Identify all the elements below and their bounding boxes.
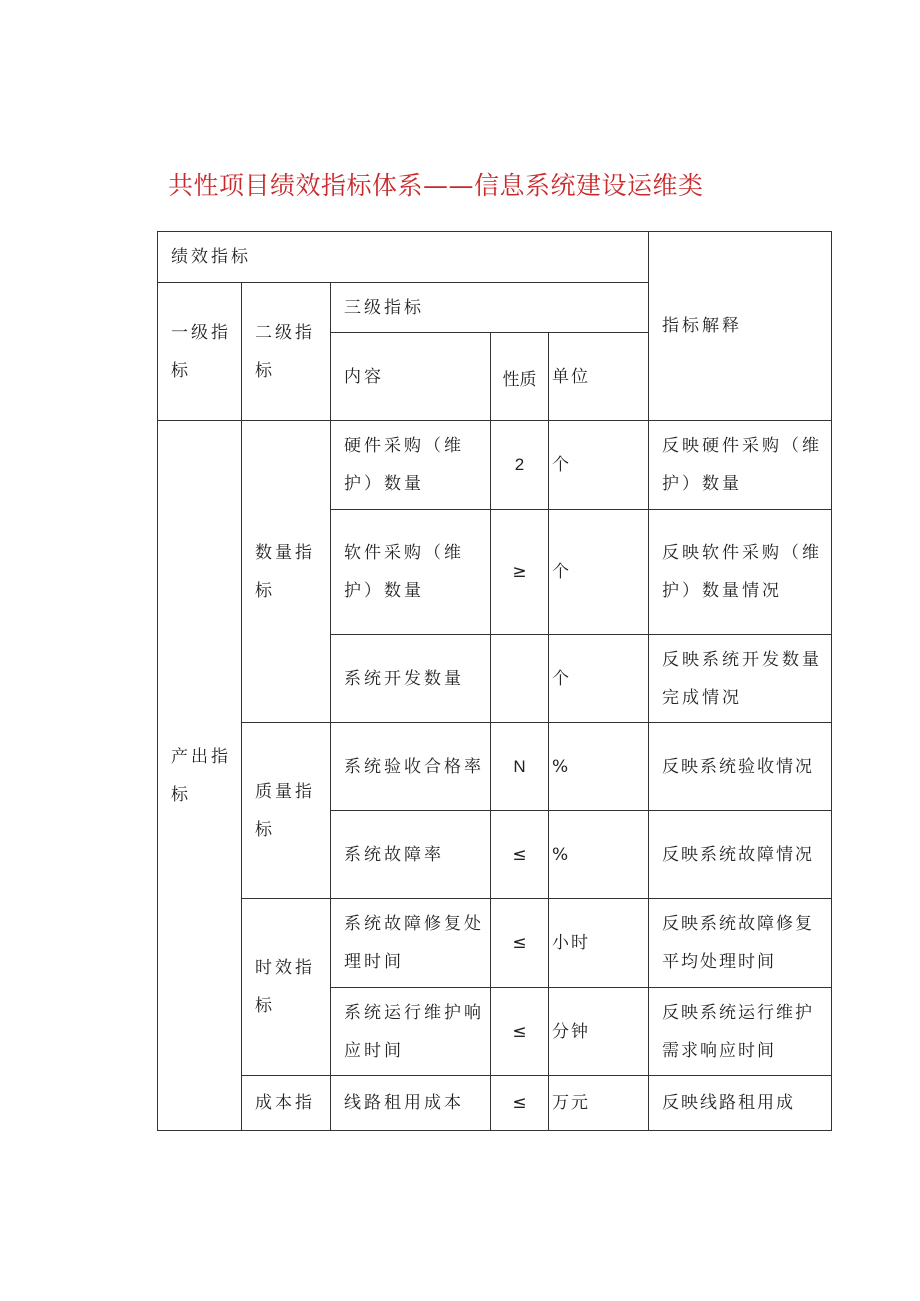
header-nature: 性质: [491, 333, 549, 421]
row-nature: ≤: [491, 988, 549, 1076]
header-performance-indicator: 绩效指标: [158, 232, 649, 283]
page-title: 共性项目绩效指标体系——信息系统建设运维类: [168, 171, 704, 200]
row-explanation: 反映软件采购（维护）数量情况: [649, 510, 832, 635]
level1-output: 产出指标: [158, 421, 242, 1131]
level2-quality: 质量指标: [242, 723, 331, 899]
row-content: 线路租用成本: [331, 1076, 491, 1131]
row-explanation: 反映线路租用成: [649, 1076, 832, 1131]
row-nature: ≤: [491, 811, 549, 899]
header-explanation: 指标解释: [649, 232, 832, 421]
row-content: 系统验收合格率: [331, 723, 491, 811]
row-content: 硬件采购（维护）数量: [331, 421, 491, 510]
header-level3: 三级指标: [331, 283, 649, 333]
row-content: 系统运行维护响应时间: [331, 988, 491, 1076]
row-content: 系统开发数量: [331, 635, 491, 723]
table-header-row: [158, 232, 832, 283]
header-unit: 单位: [549, 333, 649, 421]
row-explanation: 反映系统故障情况: [649, 811, 832, 899]
row-nature: [491, 635, 549, 723]
header-level2: 二级指标: [242, 283, 331, 421]
indicator-table: [157, 231, 832, 1131]
row-nature: ≥: [491, 510, 549, 635]
level2-cost: 成本指: [242, 1076, 331, 1131]
table-row: [158, 899, 832, 988]
row-unit: 分钟: [549, 988, 649, 1076]
row-unit: 小时: [549, 899, 649, 988]
table-row: [158, 1076, 832, 1131]
row-unit: 个: [549, 421, 649, 510]
level2-quantity: 数量指标: [242, 421, 331, 723]
row-unit: 个: [549, 635, 649, 723]
header-content: 内容: [331, 333, 491, 421]
row-unit: %: [549, 811, 649, 899]
row-unit: %: [549, 723, 649, 811]
row-content: 系统故障率: [331, 811, 491, 899]
row-content: 系统故障修复处理时间: [331, 899, 491, 988]
row-explanation: 反映系统故障修复平均处理时间: [649, 899, 832, 988]
row-nature: 2: [491, 421, 549, 510]
row-explanation: 反映系统验收情况: [649, 723, 832, 811]
table-row: [158, 421, 832, 510]
row-explanation: 反映系统运行维护需求响应时间: [649, 988, 832, 1076]
table-row: [158, 723, 832, 811]
row-nature: ≤: [491, 1076, 549, 1131]
row-content: 软件采购（维护）数量: [331, 510, 491, 635]
row-unit: 个: [549, 510, 649, 635]
row-nature: ≤: [491, 899, 549, 988]
row-explanation: 反映硬件采购（维护）数量: [649, 421, 832, 510]
level2-timeliness: 时效指标: [242, 899, 331, 1076]
row-explanation: 反映系统开发数量完成情况: [649, 635, 832, 723]
row-unit: 万元: [549, 1076, 649, 1131]
header-level1: 一级指标: [158, 283, 242, 421]
row-nature: N: [491, 723, 549, 811]
